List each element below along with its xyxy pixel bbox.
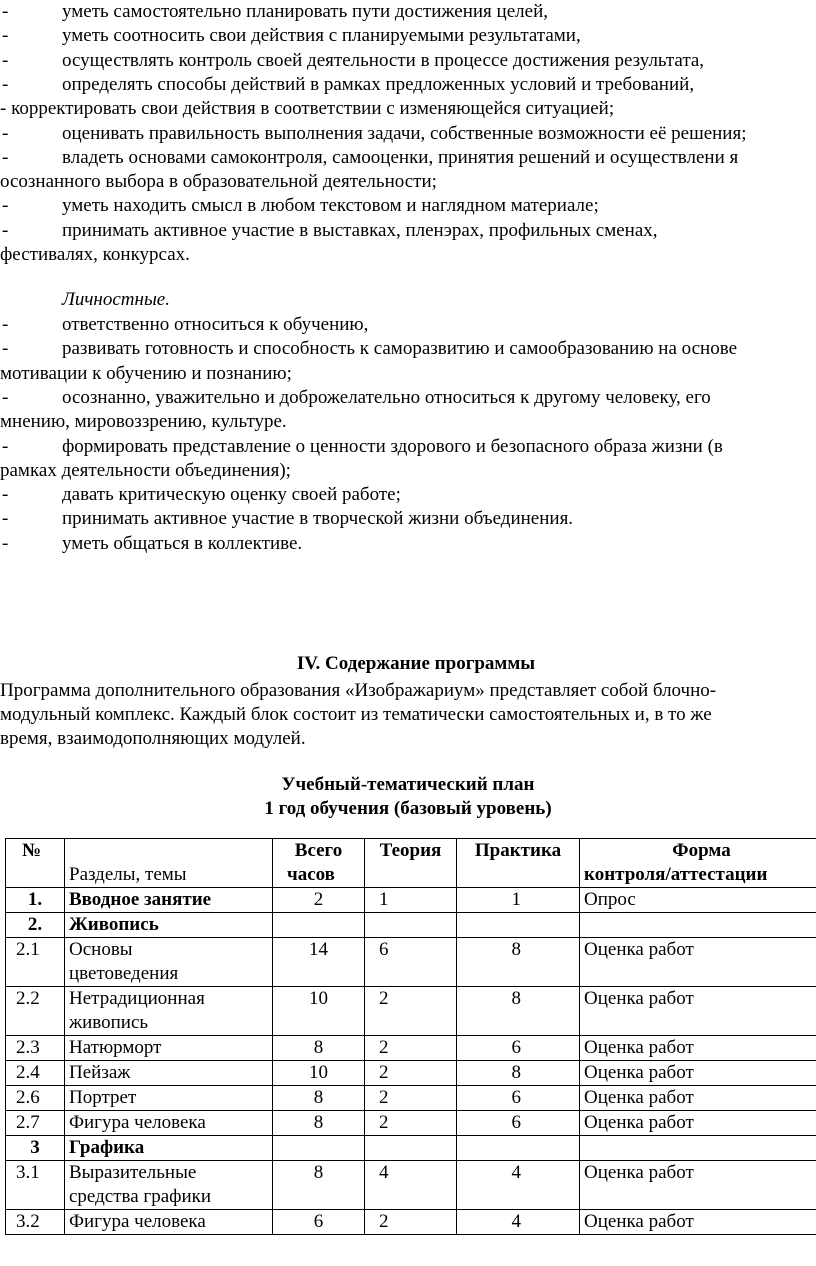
meta-item-text: определять способы действий в рамках предложенных условий и требований, <box>62 73 695 95</box>
cell-form: Опрос <box>580 888 816 913</box>
cell-practice <box>457 913 580 938</box>
header-form <box>580 839 816 888</box>
section-title: IV. Содержание программы <box>296 653 536 674</box>
cell-num: 1. <box>6 888 65 913</box>
header-practice: Практика <box>457 839 580 888</box>
cell-practice: 4 <box>457 1161 580 1210</box>
table-header-row <box>6 839 816 888</box>
bullet-dash: - <box>2 219 9 241</box>
cell-num: 2.3 <box>6 1036 65 1061</box>
cell-name: Живопись <box>65 913 273 938</box>
bullet-dash: - <box>2 484 9 506</box>
cell-name: Фигура человека <box>65 1210 273 1235</box>
cell-total: 8 <box>273 1036 365 1061</box>
cell-practice: 8 <box>457 987 580 1036</box>
personal-item-text: формировать представление о ценности здорового и безопасного образа жизни (в <box>62 435 723 457</box>
cell-total <box>273 1136 365 1161</box>
plan-title: Учебный-тематический план <box>281 774 535 795</box>
cell-form: Оценка работ <box>580 987 816 1036</box>
table-row <box>6 1210 816 1235</box>
bullet-dash: - <box>2 49 9 71</box>
header-form-line2: контроля/аттестации <box>584 864 768 885</box>
header-total-line1: Всего <box>294 840 343 861</box>
cell-practice: 6 <box>457 1111 580 1136</box>
meta-item-text: владеть основами самоконтроля, самооценки, принятия решений и осуществлени я <box>62 146 739 168</box>
cell-total: 8 <box>273 1161 365 1210</box>
cell-name: Портрет <box>65 1086 273 1111</box>
personal-item-text: развивать готовность и способность к саморазвитию и самообразованию на основе <box>62 338 738 360</box>
meta-item: - корректировать свои действия в соответствии с изменяющейся ситуацией; <box>0 98 615 120</box>
cell-form <box>580 913 816 938</box>
cell-name: Пейзаж <box>65 1061 273 1086</box>
cell-form <box>580 1136 816 1161</box>
cell-num: 2.4 <box>6 1061 65 1086</box>
cell-total: 8 <box>273 1086 365 1111</box>
cell-total <box>273 913 365 938</box>
cell-name: Натюрморт <box>65 1036 273 1061</box>
cell-total: 10 <box>273 987 365 1036</box>
personal-item-text: принимать активное участие в творческой жизни объединения. <box>62 508 574 530</box>
table-row <box>6 1086 816 1111</box>
meta-item: фестивалях, конкурсах. <box>0 244 190 265</box>
meta-item-text: уметь находить смысл в любом текстовом и наглядном материале; <box>62 195 599 217</box>
cell-practice: 1 <box>457 888 580 913</box>
cell-practice: 6 <box>457 1086 580 1111</box>
meta-item-text: принимать активное участие в выставках, пленэрах, профильных сменах, <box>62 219 658 241</box>
cell-form: Оценка работ <box>580 1111 816 1136</box>
cell-theory: 2 <box>365 1061 457 1086</box>
cell-num: 2. <box>6 913 65 938</box>
cell-num: 2.2 <box>6 987 65 1036</box>
bullet-dash: - <box>2 314 9 335</box>
table-row <box>6 1161 816 1210</box>
bullet-dash: - <box>2 435 9 457</box>
cell-name: Вводное занятие <box>65 888 273 913</box>
table-row <box>6 1061 816 1086</box>
table-row <box>6 888 816 913</box>
personal-item-text: уметь общаться в коллективе. <box>62 532 303 554</box>
header-form-line1: Форма <box>672 840 731 861</box>
table-row <box>6 913 816 938</box>
cell-practice: 4 <box>457 1210 580 1235</box>
bullet-dash: - <box>2 508 9 530</box>
bullet-dash: - <box>2 338 9 360</box>
cell-theory <box>365 1136 457 1161</box>
cell-practice <box>457 1136 580 1161</box>
cell-num: 2.6 <box>6 1086 65 1111</box>
cell-theory: 2 <box>365 1111 457 1136</box>
personal-item: рамках деятельности объединения); <box>0 459 291 481</box>
intro-line-1: Программа дополнительного образования «Изображариум» представляет собой блочно- <box>0 680 717 701</box>
table-row <box>6 1136 816 1161</box>
cell-total: 14 <box>273 938 365 987</box>
header-num: № <box>6 839 65 888</box>
cell-theory: 2 <box>365 1036 457 1061</box>
meta-item: осознанного выбора в образовательной деятельности; <box>0 171 437 193</box>
bullet-dash: - <box>2 25 9 47</box>
personal-item-text: давать критическую оценку своей работе; <box>62 484 401 506</box>
cell-num: 2.1 <box>6 938 65 987</box>
bullet-dash: - <box>2 122 9 144</box>
cell-theory <box>365 913 457 938</box>
cell-theory: 4 <box>365 1161 457 1210</box>
table-row <box>6 1111 816 1136</box>
cell-name: Выразительные средства графики <box>65 1161 273 1210</box>
cell-practice: 8 <box>457 938 580 987</box>
cell-num: 3 <box>6 1136 65 1161</box>
cell-form: Оценка работ <box>580 1210 816 1235</box>
cell-theory: 6 <box>365 938 457 987</box>
personal-item: мнению, мировоззрению, культуре. <box>0 411 287 433</box>
header-total <box>273 839 365 888</box>
cell-theory: 1 <box>365 888 457 913</box>
intro-line-3: время, взаимодополняющих модулей. <box>0 728 306 749</box>
table-row <box>6 987 816 1036</box>
table-row <box>6 938 816 987</box>
cell-name: Нетрадиционная живопись <box>65 987 273 1036</box>
cell-form: Оценка работ <box>580 1161 816 1210</box>
cell-total: 2 <box>273 888 365 913</box>
header-sections: Разделы, темы <box>65 839 273 888</box>
cell-form: Оценка работ <box>580 1061 816 1086</box>
bullet-dash: - <box>2 532 9 554</box>
cell-name: Основы цветоведения <box>65 938 273 987</box>
bullet-dash: - <box>2 73 9 95</box>
cell-theory: 2 <box>365 1210 457 1235</box>
intro-line-2: модульный комплекс. Каждый блок состоит из тематически самостоятельных и, в то же <box>0 704 712 725</box>
bullet-dash: - <box>2 386 9 408</box>
plan-table <box>5 838 816 1235</box>
cell-name: Фигура человека <box>65 1111 273 1136</box>
personal-item: мотивации к обучению и познанию; <box>0 362 292 384</box>
cell-name: Графика <box>65 1136 273 1161</box>
cell-theory: 2 <box>365 1086 457 1111</box>
cell-num: 3.1 <box>6 1161 65 1210</box>
cell-form: Оценка работ <box>580 1086 816 1111</box>
header-total-line2: часов <box>287 864 335 885</box>
bullet-dash: - <box>2 146 9 168</box>
header-theory: Теория <box>365 839 457 888</box>
personal-item-text: ответственно относиться к обучению, <box>62 314 369 335</box>
cell-form: Оценка работ <box>580 938 816 987</box>
personal-heading-text: Личностные. <box>62 289 170 310</box>
plan-subtitle: 1 год обучения (базовый уровень) <box>264 798 552 819</box>
cell-total: 10 <box>273 1061 365 1086</box>
bullet-dash: - <box>2 195 9 217</box>
cell-num: 3.2 <box>6 1210 65 1235</box>
cell-form: Оценка работ <box>580 1036 816 1061</box>
cell-num: 2.7 <box>6 1111 65 1136</box>
cell-total: 6 <box>273 1210 365 1235</box>
cell-practice: 6 <box>457 1036 580 1061</box>
cell-practice: 8 <box>457 1061 580 1086</box>
bullet-dash: - <box>2 1 9 22</box>
cell-theory: 2 <box>365 987 457 1036</box>
table-row <box>6 1036 816 1061</box>
meta-item-text: осуществлять контроль своей деятельности в процессе достижения результата, <box>62 49 705 71</box>
meta-item-text: уметь самостоятельно планировать пути достижения целей, <box>62 1 548 22</box>
personal-item-text: осознанно, уважительно и доброжелательно относиться к другому человеку, его <box>62 386 711 408</box>
cell-total: 8 <box>273 1111 365 1136</box>
meta-item-text: уметь соотносить свои действия с планируемыми результатами, <box>62 25 581 47</box>
meta-item-text: оценивать правильность выполнения задачи, собственные возможности её решения; <box>62 122 747 144</box>
